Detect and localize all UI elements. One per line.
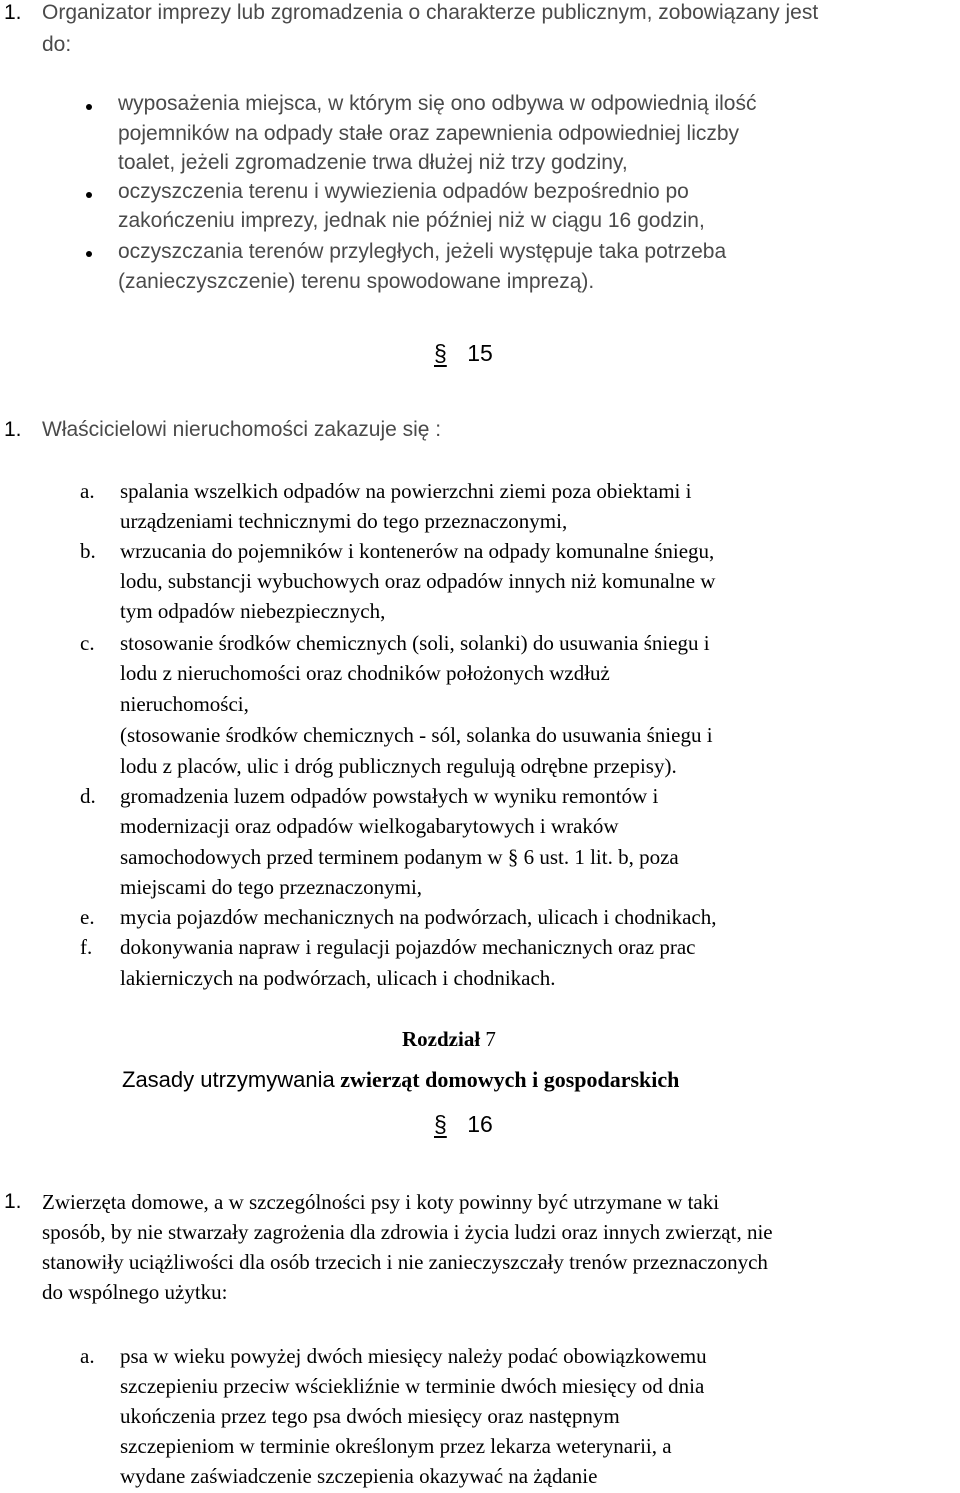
item-a-line-3: ukończenia przez tego psa dwóch miesięcy oraz następnym bbox=[120, 1404, 620, 1428]
section-number: 15 bbox=[467, 340, 493, 366]
item-b-line-2: lodu, substancji wybuchowych oraz odpadów innych niż komunalne w bbox=[120, 569, 716, 593]
bullet-icon bbox=[86, 251, 92, 257]
paragraph-line-4: do wspólnego użytku: bbox=[42, 1280, 228, 1304]
section-16-heading bbox=[434, 1111, 493, 1138]
chapter-title-part-2: zwierząt domowych i gospodarskich bbox=[340, 1067, 680, 1092]
chapter-heading bbox=[402, 1027, 496, 1052]
item-a-line-4: szczepieniom w terminie określonym przez lekarza weterynarii, a bbox=[120, 1434, 672, 1458]
chapter-word: Rozdział bbox=[402, 1027, 481, 1051]
bullet-1-line-3: toalet, jeżeli zgromadzenie trwa dłużej niż trzy godziny, bbox=[118, 151, 628, 174]
item-d-line-4: miejscami do tego przeznaczonymi, bbox=[120, 875, 423, 899]
item-a-line-2: urządzeniami technicznymi do tego przeznaczonymi, bbox=[120, 509, 568, 533]
item-f-letter: f. bbox=[80, 935, 93, 959]
bullet-1-line-2: pojemników na odpady stałe oraz zapewnienia odpowiedniej liczby bbox=[118, 122, 740, 145]
intro-line-2: do: bbox=[42, 33, 72, 56]
item-a-line-1: spalania wszelkich odpadów na powierzchni ziemi poza obiektami i bbox=[120, 479, 692, 503]
item-e-line-1: mycia pojazdów mechanicznych na podwórzach, ulicach i chodnikach, bbox=[120, 905, 717, 929]
paragraph-number: 1. bbox=[4, 1190, 22, 1213]
bullet-icon bbox=[86, 104, 92, 110]
item-d-line-1: gromadzenia luzem odpadów powstałych w wyniku remontów i bbox=[120, 784, 659, 808]
item-e-letter: e. bbox=[80, 905, 95, 929]
item-c-line-3: nieruchomości, bbox=[120, 692, 249, 716]
paragraph-line-3: stanowiły uciążliwości dla osób trzecich i nie zanieczyszczały trenów przeznaczonych bbox=[42, 1250, 768, 1274]
item-b-line-3: tym odpadów niebezpiecznych, bbox=[120, 599, 386, 623]
intro-line-1: Organizator imprezy lub zgromadzenia o charakterze publicznym, zobowiązany jest bbox=[42, 1, 819, 24]
bullet-2-line-1: oczyszczenia terenu i wywiezienia odpadów bezpośrednio po bbox=[118, 180, 689, 203]
chapter-title bbox=[122, 1067, 679, 1093]
item-a-line-1: psa w wieku powyżej dwóch miesięcy należy podać obowiązkowemu bbox=[120, 1344, 707, 1368]
bullet-3-line-2: (zanieczyszczenie) terenu spowodowane imprezą). bbox=[118, 270, 595, 293]
item-f-line-1: dokonywania napraw i regulacji pojazdów mechanicznych oraz prac bbox=[120, 935, 696, 959]
paragraph-line-1: Zwierzęta domowe, a w szczególności psy i koty powinny być utrzymane w taki bbox=[42, 1190, 720, 1214]
bullet-icon bbox=[86, 192, 92, 198]
item-c-letter: c. bbox=[80, 631, 95, 655]
paragraph-number: 1. bbox=[4, 418, 22, 441]
bullet-1-line-1: wyposażenia miejsca, w którym się ono odbywa w odpowiednią ilość bbox=[118, 92, 757, 115]
item-a-letter: a. bbox=[80, 1344, 95, 1368]
section-symbol: § bbox=[434, 1111, 447, 1137]
intro-number: 1. bbox=[4, 1, 22, 24]
item-a-line-2: szczepieniu przeciw wściekliźnie w terminie dwóch miesięcy od dnia bbox=[120, 1374, 705, 1398]
item-c-line-4: (stosowanie środków chemicznych - sól, solanka do usuwania śniegu i bbox=[120, 723, 713, 747]
item-c-line-5: lodu z placów, ulic i dróg publicznych regulują odrębne przepisy). bbox=[120, 754, 677, 778]
item-c-line-1: stosowanie środków chemicznych (soli, solanki) do usuwania śniegu i bbox=[120, 631, 710, 655]
section-number: 16 bbox=[467, 1111, 493, 1137]
bullet-2-line-2: zakończeniu imprezy, jednak nie później niż w ciągu 16 godzin, bbox=[118, 209, 705, 232]
item-b-line-1: wrzucania do pojemników i kontenerów na odpady komunalne śniegu, bbox=[120, 539, 715, 563]
section-symbol: § bbox=[434, 340, 447, 366]
chapter-number: 7 bbox=[485, 1027, 496, 1051]
item-d-line-2: modernizacji oraz odpadów wielkogabarytowych i wraków bbox=[120, 814, 619, 838]
item-c-line-2: lodu z nieruchomości oraz chodników położonych wzdłuż bbox=[120, 661, 610, 685]
item-d-letter: d. bbox=[80, 784, 96, 808]
item-a-letter: a. bbox=[80, 479, 95, 503]
chapter-title-part-1: Zasady utrzymywania bbox=[122, 1067, 335, 1092]
item-f-line-2: lakierniczych na podwórzach, ulicach i chodnikach. bbox=[120, 966, 556, 990]
item-d-line-3: samochodowych przed terminem podanym w § 6 ust. 1 lit. b, poza bbox=[120, 845, 679, 869]
paragraph-line-2: sposób, by nie stwarzały zagrożenia dla zdrowia i życia ludzi oraz innych zwierząt, nie bbox=[42, 1220, 773, 1244]
section-15-heading bbox=[434, 340, 493, 367]
bullet-3-line-1: oczyszczania terenów przyległych, jeżeli występuje taka potrzeba bbox=[118, 240, 727, 263]
paragraph-text: Właścicielowi nieruchomości zakazuje się : bbox=[42, 418, 442, 441]
item-b-letter: b. bbox=[80, 539, 96, 563]
item-a-line-5: wydane zaświadczenie szczepienia okazywać na żądanie bbox=[120, 1464, 598, 1488]
